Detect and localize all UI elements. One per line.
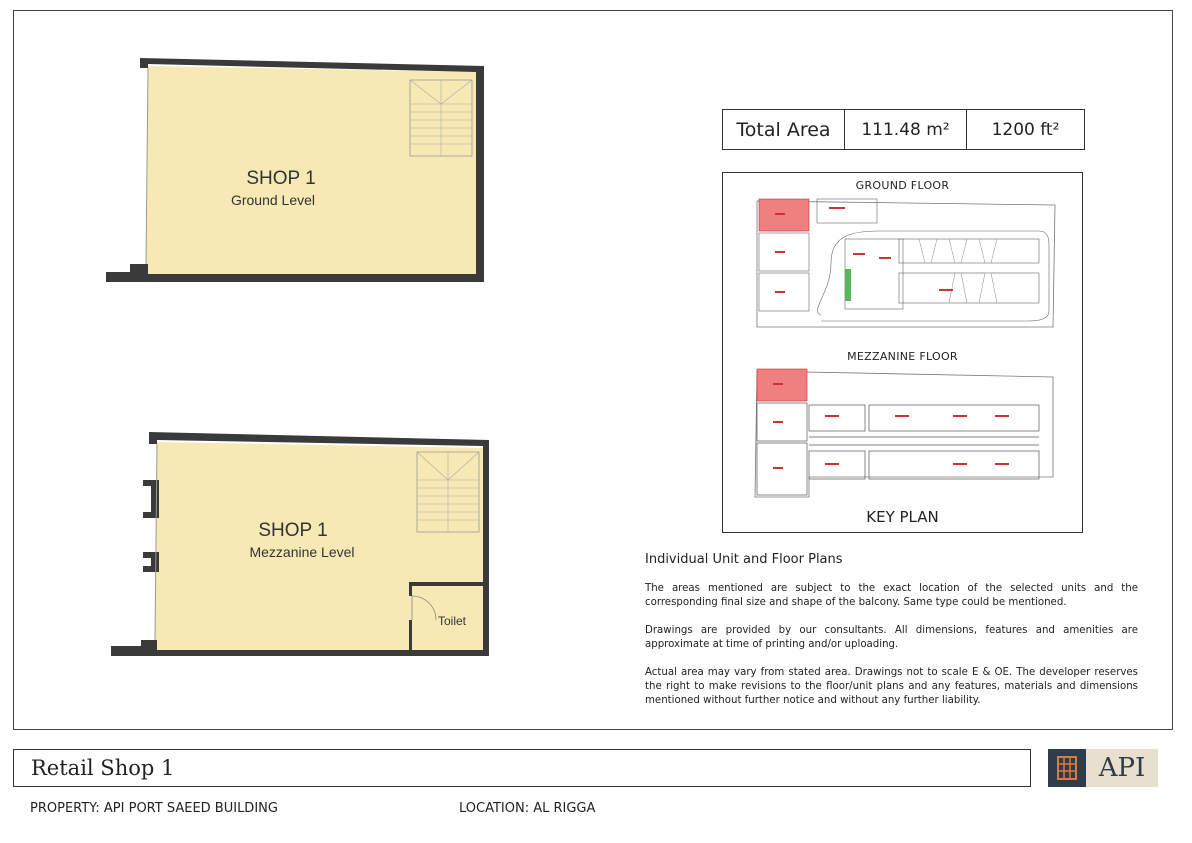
title-bar (13, 749, 1031, 787)
api-logo (1048, 749, 1158, 787)
unit-title: Retail Shop 1 (31, 756, 175, 780)
mezzanine-level-plan (105, 428, 495, 663)
mezzanine-floor-title: MEZZANINE FLOOR (847, 350, 958, 363)
notes-paragraph: The areas mentioned are subject to the exact location of the selected units and the corresponding final size and shape of the balcony. Same type could be mentioned. (645, 583, 1138, 608)
area-sqft: 1200 ft² (991, 119, 1060, 140)
building-icon (1048, 749, 1086, 787)
notes-paragraph: Drawings are provided by our consultants. All dimensions, features and amenities are approximate at time of printing and/or uploading. (645, 625, 1138, 650)
ground-floor-keyplan (749, 193, 1061, 333)
notes-heading: Individual Unit and Floor Plans (645, 552, 843, 567)
area-sqm: 111.48 m² (845, 110, 967, 149)
mezzanine-shop-title: SHOP 1 (258, 520, 328, 541)
toilet-label: Toilet (437, 614, 467, 628)
ground-level-plan (100, 52, 490, 288)
logo-text: API (1086, 749, 1158, 787)
ground-shop-title: SHOP 1 (246, 168, 316, 189)
ground-level-label: Ground Level (230, 192, 316, 208)
mezzanine-level-label: Mezzanine Level (249, 544, 355, 560)
notes-section (645, 552, 1138, 722)
location-label: LOCATION: AL RIGGA (459, 801, 596, 816)
ground-floor-title: GROUND FLOOR (855, 179, 950, 192)
mezzanine-floor-keyplan (749, 365, 1061, 501)
key-plan (722, 172, 1083, 533)
property-label: PROPERTY: API PORT SAEED BUILDING (30, 801, 278, 816)
key-plan-title: KEY PLAN (866, 508, 939, 526)
total-area-label: Total Area (723, 110, 845, 149)
notes-paragraph: Actual area may vary from stated area. Drawings not to scale E & OE. The developer reserves the right to make revisions to the floor/unit plans and any features, materials and dimensions mentioned without further notice and without any further liability. (645, 667, 1138, 706)
total-area-table (722, 109, 1085, 150)
